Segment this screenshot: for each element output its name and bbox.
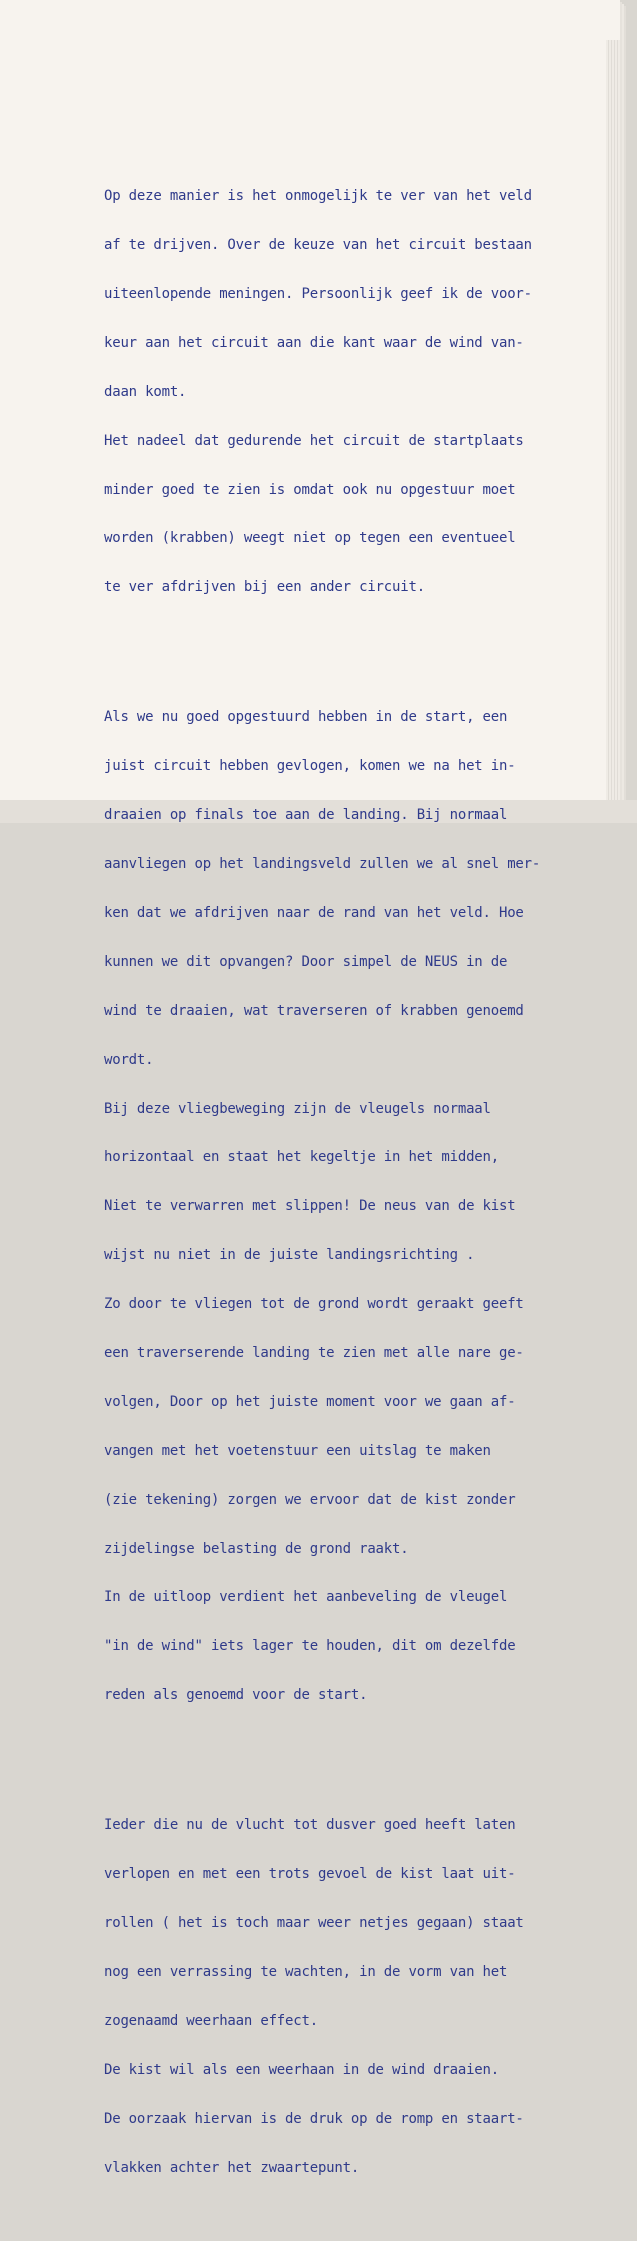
text-line: draaien op finals toe aan de landing. Bij normaal: [104, 807, 508, 824]
text-line: In de uitloop verdient het aanbeveling de vleugel: [104, 1589, 508, 1606]
text-line: Niet te verwarren met slippen! De neus van de kist: [104, 1198, 516, 1215]
text-line: ken dat we afdrijven naar de rand van het veld. Hoe: [104, 904, 524, 921]
text-line: een traverserende landing te zien met alle nare ge-: [104, 1344, 524, 1361]
text-line: nog een verrassing te wachten, in de vorm van het: [104, 1963, 508, 1980]
text-line: juist circuit hebben gevlogen, komen we na het in-: [104, 758, 516, 775]
text-line: minder goed te zien is omdat ook nu opgestuur moet: [104, 481, 516, 498]
text-line: De kist wil als een weerhaan in de wind draaien.: [104, 2061, 499, 2078]
text-line: wijst nu niet in de juiste landingsrichting .: [104, 1247, 475, 1264]
text-line: Op deze manier is het onmogelijk te ver van het veld: [104, 188, 532, 205]
text-line: daan komt.: [104, 383, 187, 400]
text-line: Bij deze vliegbeweging zijn de vleugels normaal: [104, 1100, 491, 1117]
text-line: wordt.: [104, 1051, 154, 1068]
text-line: af te drijven. Over de keuze van het circuit bestaan: [104, 237, 532, 254]
text-line: kunnen we dit opvangen? Door simpel de NEUS in de: [104, 953, 508, 970]
text-line: Als we nu goed opgestuurd hebben in de start, een: [104, 709, 508, 726]
text-line: verlopen en met een trots gevoel de kist laat uit-: [104, 1866, 516, 1883]
text-line: wind te draaien, wat traverseren of krabben genoemd: [104, 1002, 524, 1019]
typewritten-text: [104, 123, 609, 2241]
text-line: reden als genoemd voor de start.: [104, 1687, 368, 1704]
text-line: rollen ( het is toch maar weer netjes gegaan) staat: [104, 1915, 524, 1932]
paragraph-1: [104, 156, 609, 629]
text-line: horizontaal en staat het kegeltje in het midden,: [104, 1149, 499, 1166]
text-line: Het nadeel dat gedurende het circuit de startplaats: [104, 432, 524, 449]
text-line: Zo door te vliegen tot de grond wordt geraakt geeft: [104, 1296, 524, 1313]
text-line: zijdelingse belasting de grond raakt.: [104, 1540, 409, 1557]
text-line: "in de wind" iets lager te houden, dit om dezelfde: [104, 1638, 516, 1655]
paragraph-2: [104, 677, 609, 1736]
text-line: zogenaamd weerhaan effect.: [104, 2012, 318, 2029]
text-line: vangen met het voetenstuur een uitslag te maken: [104, 1442, 491, 1459]
text-line: vlakken achter het zwaartepunt.: [104, 2159, 360, 2176]
text-line: aanvliegen op het landingsveld zullen we al snel mer-: [104, 856, 541, 873]
text-line: (zie tekening) zorgen we ervoor dat de kist zonder: [104, 1491, 516, 1508]
text-line: De oorzaak hiervan is de druk op de romp en staart-: [104, 2110, 524, 2127]
text-line: te ver afdrijven bij een ander circuit.: [104, 579, 425, 596]
text-line: keur aan het circuit aan die kant waar de wind van-: [104, 334, 524, 351]
text-line: Ieder die nu de vlucht tot dusver goed heeft laten: [104, 1817, 516, 1834]
text-line: uiteenlopende meningen. Persoonlijk geef ik de voor-: [104, 285, 532, 302]
text-line: worden (krabben) weegt niet op tegen een eventueel: [104, 530, 516, 547]
text-line: volgen, Door op het juiste moment voor we gaan af-: [104, 1393, 516, 1410]
paragraph-3: [104, 1785, 609, 2209]
